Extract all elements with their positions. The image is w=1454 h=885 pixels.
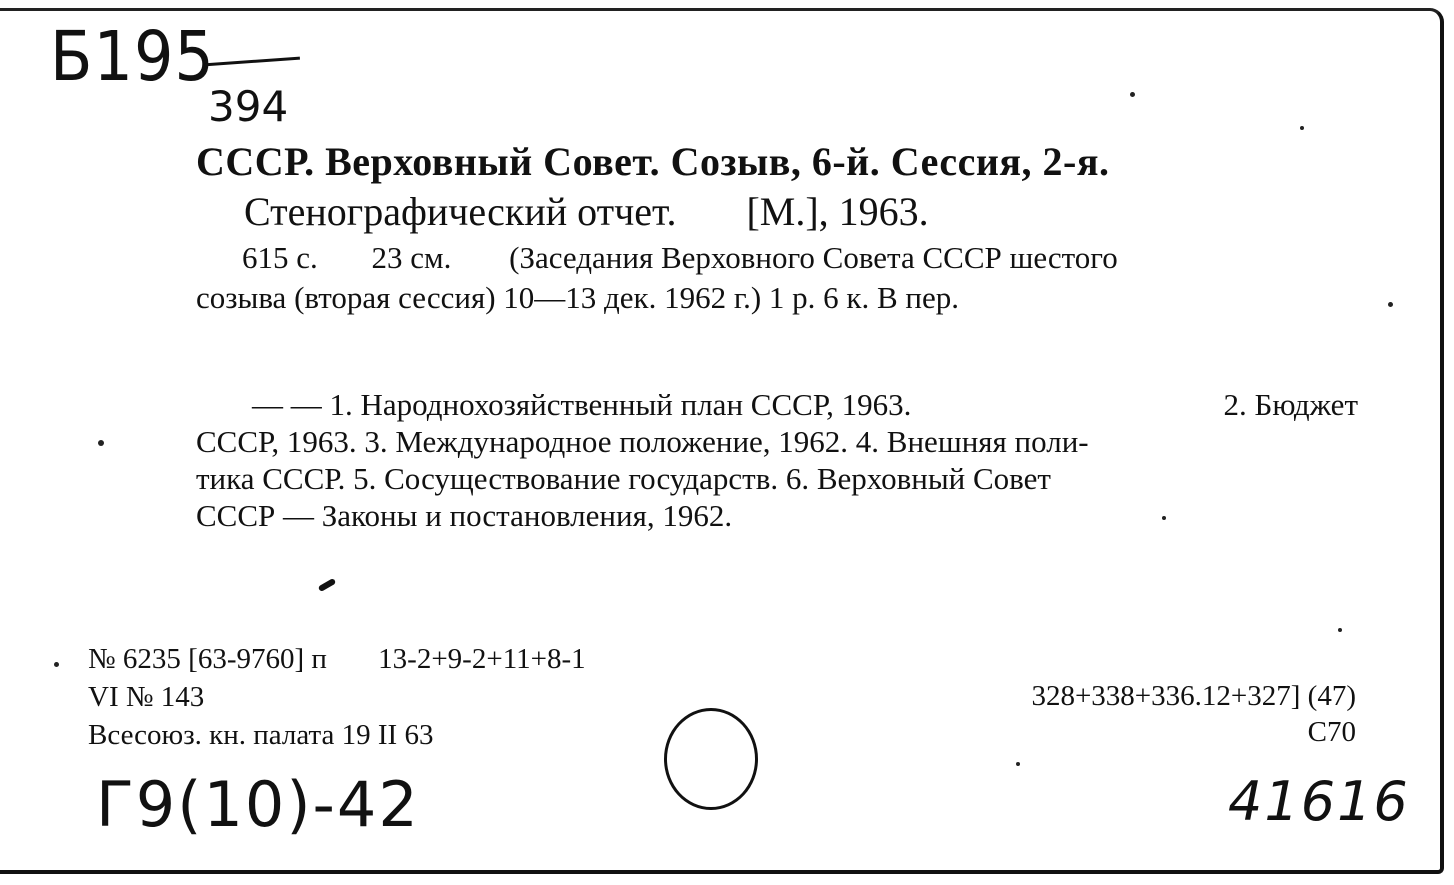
shelf-mark-bottom: 394	[208, 82, 289, 131]
subjects-line-1-a: — — 1. Народнохозяйственный план СССР, 1963.	[252, 387, 912, 422]
card-code: 13-2+9-2+11+8-1	[378, 643, 586, 675]
meta-line-2: VI № 143	[88, 681, 205, 713]
card-subtitle	[244, 188, 929, 235]
series-note: (Заседания Верховного Совета СССР шестого	[509, 240, 1118, 275]
card-meta-right	[1031, 678, 1356, 750]
subjects-line-1	[196, 386, 1358, 423]
stamp-circle	[664, 708, 758, 810]
description-line-2: созыва (вторая сессия) 10—13 дек. 1962 г.) 1 р. 6 к. В пер.	[196, 280, 959, 315]
handwritten-classification: Г9(10)-42	[96, 768, 420, 841]
page-count: 615 с.	[242, 240, 318, 275]
size: 23 см.	[371, 240, 452, 275]
subjects-line-2: СССР, 1963. 3. Международное положение, 1962. 4. Внешняя поли-	[196, 424, 1089, 459]
speck	[1162, 516, 1166, 520]
speck	[1016, 762, 1020, 766]
meta-line-3: Всесоюз. кн. палата 19 II 63	[88, 719, 434, 751]
publication-info: [М.], 1963.	[746, 189, 929, 234]
speck	[98, 440, 104, 446]
card-meta-left	[88, 640, 586, 754]
description-line-1	[196, 238, 1358, 278]
subject-headings	[196, 386, 1358, 534]
document-title: Стенографический отчет.	[244, 189, 677, 234]
subjects-line-4: СССР — Законы и постановления, 1962.	[196, 498, 733, 533]
handwritten-inventory-number: 41616	[1228, 770, 1410, 833]
speck	[1130, 92, 1135, 97]
subjects-line-1-b: 2. Бюджет	[1223, 387, 1358, 422]
speck	[1388, 302, 1393, 307]
subjects-line-3: тика СССР. 5. Сосуществование государств. 6. Верховный Совет	[196, 461, 1051, 496]
meta-right-line-1: 328+338+336.12+327] (47)	[1031, 680, 1356, 712]
meta-line-1	[88, 640, 586, 678]
physical-description	[196, 238, 1358, 318]
speck	[54, 662, 59, 667]
shelf-mark-top: Б195	[50, 16, 215, 97]
card-heading: СССР. Верховный Совет. Созыв, 6-й. Сессия, 2-я.	[196, 139, 1110, 184]
speck	[1300, 126, 1304, 130]
speck	[1338, 628, 1342, 632]
classification-code: С70	[1307, 716, 1356, 748]
card-number: № 6235 [63-9760] п	[88, 643, 327, 675]
